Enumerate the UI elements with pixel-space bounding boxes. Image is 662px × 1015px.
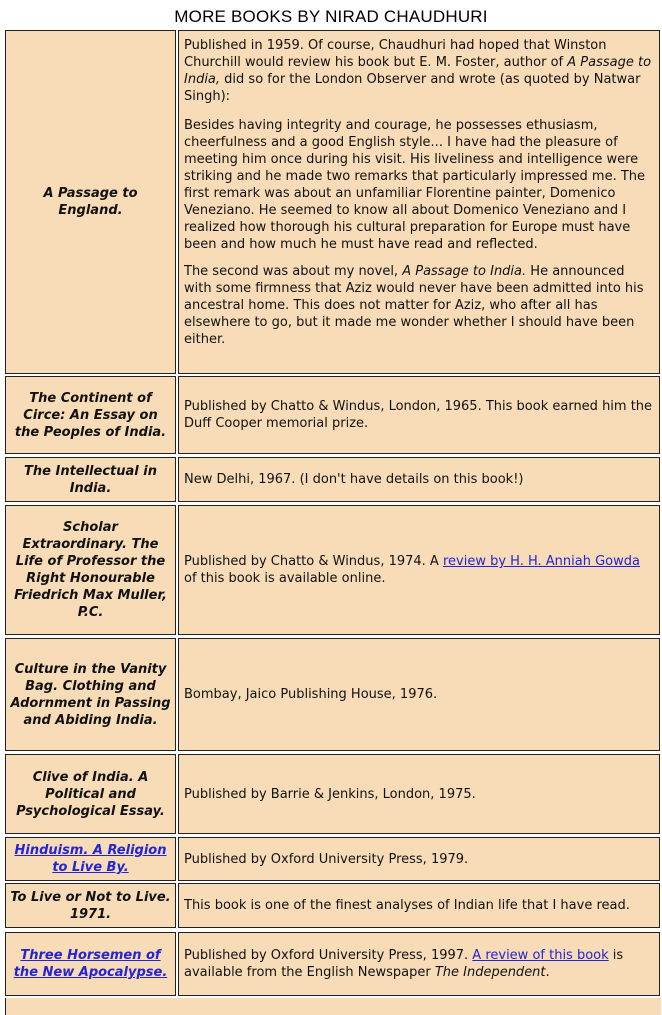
table-row <box>3 505 662 635</box>
table-row <box>3 638 662 751</box>
table-row <box>3 932 662 996</box>
book-title-cell <box>5 30 176 374</box>
book-description-cell <box>178 883 660 928</box>
book-description: Published by Chatto & Windus, London, 1965. This book earned him the Duff Cooper memorial prize. <box>184 399 653 431</box>
table-row <box>3 883 662 928</box>
quote-paragraph: Besides having integrity and courage, he possesses ethusiasm, cheerfulness and a good English style... I have had the pleasure of meeting him once during his visit. His liveliness and intelligence were striking and he made two remarks that particularly impressed me. The first remark was about an unfamiliar Florentine painter, Domenico Veneziano. He seemed to know all about Domenico Veneziano and I realized how thorough his cultural preparation for Europe must have been and how much he must have read and reflected. <box>184 118 646 252</box>
book-title-cell <box>5 638 176 751</box>
book-description-cell <box>178 638 660 751</box>
book-description-cell <box>178 837 660 881</box>
book-title-cell <box>5 376 176 454</box>
book-title-cell <box>5 883 176 928</box>
next-row-partial <box>5 998 661 1015</box>
book-title-cell <box>5 754 176 834</box>
book-title: To Live or Not to Live. 1971. <box>10 889 171 922</box>
book-title: A Passage to England. <box>43 186 138 218</box>
review-link[interactable]: A review of this book <box>472 948 609 963</box>
review-link[interactable]: review by H. H. Anniah Gowda <box>442 554 640 569</box>
table-row <box>3 376 662 454</box>
book-description-cell <box>178 457 660 502</box>
book-description: New Delhi, 1967. (I don't have details on this book!) <box>184 472 524 487</box>
book-description: Bombay, Jaico Publishing House, 1976. <box>184 687 438 702</box>
book-description-cell <box>178 505 660 635</box>
book-title-link[interactable]: Hinduism. A Religion to Live By. <box>14 843 167 875</box>
description-paragraph: Published in 1959. Of course, Chaudhuri had hoped that Winston Churchill would review his book but E. M. Foster, author of A Passage to India, did so for the London Observer and wrote (as quoted by Natwar Singh): <box>184 38 652 104</box>
book-description-cell <box>178 932 660 996</box>
table-row <box>3 457 662 502</box>
book-description-cell <box>178 376 660 454</box>
book-title: The Continent of Circe: An Essay on the Peoples of India. <box>14 390 167 440</box>
book-description-cell <box>178 30 660 374</box>
book-title-cell <box>5 932 176 996</box>
book-description-cell <box>178 754 660 834</box>
page-title: MORE BOOKS BY NIRAD CHAUDHURI <box>174 7 488 26</box>
table-row <box>3 30 662 374</box>
book-title-cell <box>5 457 176 502</box>
book-title-cell <box>5 837 176 881</box>
book-title: Culture in the Vanity Bag. Clothing and Adornment in Passing and Abiding India. <box>10 661 171 728</box>
table-row <box>3 754 662 834</box>
book-title-link[interactable]: Three Horsemen of the New Apocalypse. <box>13 948 168 980</box>
book-description: Published by Oxford University Press, 1979. <box>184 851 469 867</box>
book-description: Published by Barrie & Jenkins, London, 1975. <box>184 786 476 802</box>
book-title: Scholar Extraordinary. The Life of Professor the Right Honourable Friedrich Max Muller, P.C. <box>14 520 167 620</box>
book-title-cell <box>5 505 176 635</box>
book-description: Published by Chatto & Windus, 1974. A review by H. H. Anniah Gowda of this book is available online. <box>184 554 640 586</box>
book-description: Published by Oxford University Press, 1997. A review of this book is available from the English Newspaper The Independent. <box>184 948 624 980</box>
book-description: This book is one of the finest analyses of Indian life that I have read. <box>184 898 630 913</box>
quote-paragraph: The second was about my novel, A Passage to India. He announced with some firmness that Aziz would never have been admitted into his ancestral home. This does not matter for Aziz, who after all has elsewhere to go, but it made me wonder whether I should have been either. <box>184 264 644 347</box>
book-title: Clive of India. A Political and Psychological Essay. <box>16 769 165 819</box>
book-title: The Intellectual in India. <box>24 463 157 496</box>
table-row <box>3 837 662 881</box>
